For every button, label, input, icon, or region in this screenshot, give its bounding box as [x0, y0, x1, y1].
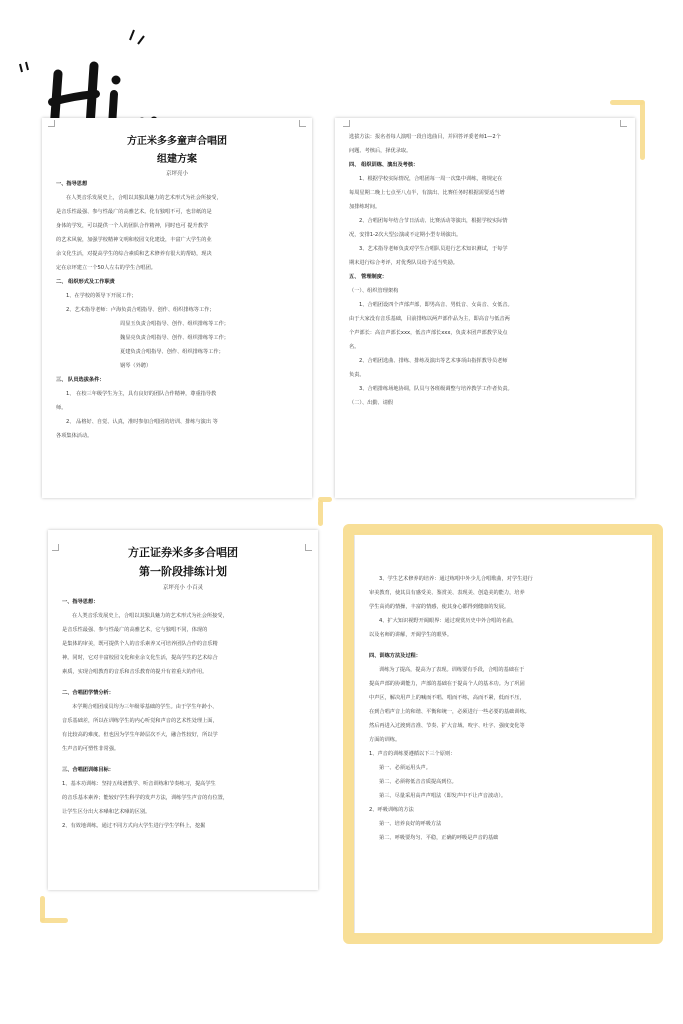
text-line: 中声区，解决用声上的喊而不唱、唱而不练，高而不紧，低而不压，: [369, 695, 525, 701]
text-line: 的音乐基本素养；能较好学生科学的发声方法，训练学生声音的有位置，: [62, 795, 229, 801]
highlight-frame: [343, 524, 663, 944]
text-line: 3、学生艺术修养的培养：通过练唱中外少儿合唱歌曲，对学生进行: [379, 576, 533, 582]
text-line: 2、合唱团选曲、排练、排练及演出等艺术事项由指挥教导员老师: [359, 358, 508, 364]
section-heading: 三、合唱团训练目标：: [62, 767, 114, 773]
section-heading: 一、指导思想：: [62, 599, 99, 605]
doc-subtitle: 第一阶段排练计划: [139, 565, 227, 578]
text-line: 是集体的审美，既可提供个人的音乐素养又可培养团队合作的音乐精: [62, 641, 218, 647]
text-line: 第三、尽量采用高声声唱法（即发声中不让声音波动）。: [379, 793, 507, 799]
text-line: 是音乐性最强、参与性最广的高雅艺术。化有独唱不可，也非纸的是: [56, 209, 212, 215]
text-line: 1、 在校三年级学生为主，具有良好的团队合作精神，尊重指导教: [66, 391, 217, 397]
section-heading: 一、指导思想: [56, 181, 88, 187]
text-line: 素质，实现合唱教育的音乐和音乐教育的提升有着重大的作用。: [62, 669, 208, 675]
text-line: 1、声音的训练要遵循以下三个原则：: [369, 751, 456, 757]
doc-author: 京坪亮小 小百灵: [162, 585, 204, 591]
section-heading: 二、 组织形式及工作职责: [56, 279, 115, 285]
text-line: 每周星期二晚上七点至八点半，有演出、比赛任务时根据需要适当增: [349, 190, 505, 196]
text-line: 4、扩大知识视野开阔眼界：通过观赏历史中外合唱的名曲，: [379, 618, 518, 624]
text-line: 1、根据学校实际情况，合唱团每一周一次集中训练，将规定在: [359, 176, 503, 182]
text-line: 周显玉负责合唱指导、创作、组织排练等工作；: [120, 321, 229, 327]
text-line: 方面的训练。: [369, 737, 401, 743]
text-line: 3、合唱排练场地协调，队员与各班级调整与培养教学工作者负责。: [359, 386, 513, 392]
text-line: 3、艺术指导老师负责对学生合唱队员进行艺术知识测试，于每学: [359, 246, 508, 252]
doc-subtitle: 组建方案: [157, 154, 197, 165]
text-line: 学生高尚的情操，丰富的情感，使其身心都得到健康的发展。: [369, 604, 510, 610]
text-line: 2、 品格好、自觉、认真，准时参加合唱团的培训、排练与演出 等: [66, 419, 218, 425]
text-line: 神。同时，它对丰富校园文化和业余文化生活，提高学生的艺术综合: [62, 655, 218, 661]
margin-mark: [343, 120, 350, 127]
margin-mark: [305, 544, 312, 551]
highlight-bracket: [40, 918, 68, 923]
text-line: 本学期合唱团成员均为三年级零基础的学生。由于学生年龄小、: [72, 704, 218, 710]
text-line: 由于大家没有音乐基础，目前排练以两声部作品为主，即高音与低音两: [349, 316, 510, 322]
section-heading: 三、 队员选拔条件：: [56, 377, 105, 383]
text-line: 负责。: [349, 372, 365, 378]
text-line: 第一、必须运用头声。: [379, 765, 431, 771]
text-line: 加排练时间。: [349, 204, 381, 210]
text-line: 在人类音乐发展史上，合唱以其独具魅力的艺术形式为社会所接受，: [66, 195, 222, 201]
text-line: 审美教育，使其具有感受美、鉴赏美、表现美、创造美的能力，培养: [369, 590, 525, 596]
text-line: 2、有效地训练。通过不同方式向大学生进行学生学科上，挖掘: [62, 823, 206, 829]
text-line: 1、基本功训练：坚持五线谱教学、听音训练和节奏练习，提高学生: [62, 781, 216, 787]
text-line: 身体的学发，可以提供一个人的团队合作精神，同时也可 提升教学: [56, 223, 209, 229]
highlight-bracket: [318, 500, 323, 526]
text-line: 第二、呼吸要均匀、平稳，正确的呼吸是声音的基础: [379, 835, 499, 841]
text-line: 让学生区分出大本嗓和艺术嗓的区别。: [62, 809, 151, 815]
text-line: 夏建负责合唱指导、创作、组织排练等工作；: [120, 349, 224, 355]
text-line: 在到合唱声音上的和谐、平衡和统一，必须进行一些必要的基础训练。: [369, 709, 530, 715]
text-line: 个声部长：高音声部长xxx，低音声部长xxx，负责本团声部教学及点: [349, 330, 508, 336]
doc-page-choir-plan: [42, 118, 312, 498]
text-line: 然后再进入过渡到音准、节奏、扩大音域、咬字、吐字、强度变化等: [369, 723, 525, 729]
text-line: （二）、出勤、请假: [349, 400, 394, 406]
text-line: 2、合唱团每年结合节日活动、比赛活动等演出，根据学校实际情: [359, 218, 508, 224]
text-line: 以及名师的讲解，开阔学生的眼界。: [369, 632, 453, 638]
margin-mark: [48, 120, 55, 127]
margin-mark: [299, 120, 306, 127]
highlight-bracket: [610, 100, 644, 105]
text-line: 魏显亮负责合唱指导、创作、组织排练等工作；: [120, 335, 229, 341]
section-heading: 五、 管理制度：: [349, 274, 388, 280]
doc-title: 方正证券米多多合唱团: [128, 546, 238, 559]
highlight-bracket: [640, 100, 645, 160]
text-line: 有比较高的难度。但也因为学生年龄层次不大，融合性较好，所以学: [62, 732, 218, 738]
text-line: 余文化生活，对提高学生的综合素质和艺术修养有很大的帮助，现决: [56, 251, 212, 257]
doc-page-rehearsal-plan: [48, 530, 318, 890]
text-line: 1、合唱团设四个声部声部，即男高音、男低音、女高音、女低音。: [359, 302, 513, 308]
text-line: 选拔方法：报名者每人演唱一段自选曲目，并回答评委老师1—2个: [349, 134, 501, 140]
text-line: 问题、考核后，择优录取。: [349, 148, 412, 154]
text-line: 各项集体活动。: [56, 433, 93, 439]
text-line: 生声音的可塑性非常强。: [62, 746, 120, 752]
text-line: 定在京坪建立一个50人左右的学生合唱团。: [56, 265, 156, 271]
text-line: 第二、必须将低音音质提高到位。: [379, 779, 457, 785]
section-heading: 四、训练方法及过程：: [369, 653, 421, 659]
text-line: 的艺术风貌，加强学校精神文明和校园文化建设，丰富广大学生的业: [56, 237, 212, 243]
text-line: （一）、组织管理架构: [349, 288, 399, 294]
text-line: 钢琴（外聘）: [120, 363, 152, 369]
doc-title: 方正米多多童声合唱团: [127, 136, 227, 147]
text-line: 期末进行综合考评，对优秀队员给予适当奖励。: [349, 260, 458, 266]
text-line: 名。: [349, 344, 360, 350]
text-line: 是音乐性最强、参与性最广的高雅艺术，它与独唱不同，体现的: [62, 627, 208, 633]
doc-author: 京坪亮小: [165, 171, 188, 177]
doc-page-choir-plan-continued: [335, 118, 635, 498]
text-line: 训练为了提高，提高为了表现。训练要有手段，合唱的基础在于: [379, 667, 525, 673]
text-line: 音乐基础差，所以在训练学生的内心听觉和声音的艺术性处理上面，: [62, 718, 218, 724]
text-line: 况，安排1-2次大型公演或不定期小型专场演出。: [349, 232, 462, 238]
margin-mark: [52, 544, 59, 551]
text-line: 1、在学校的领导下开展工作；: [66, 293, 137, 299]
margin-mark: [620, 120, 627, 127]
text-line: 师。: [56, 405, 67, 411]
section-heading: 四、 组织训练、演出及考核：: [349, 162, 419, 168]
text-line: 第一、培养良好的呼吸方法: [379, 821, 442, 827]
section-heading: 二、合唱团学情分析：: [62, 690, 114, 696]
text-line: 2、呼吸训练的方法: [369, 807, 414, 813]
text-line: 在人类音乐发展史上，合唱以其独具魅力的艺术形式为社会所接受，: [72, 613, 228, 619]
text-line: 提高声部的协调能力，声部的基础在于提高个人的基本功。为了巩固: [369, 681, 525, 687]
text-line: 2、艺术指导老师：卢海负责合唱指导、创作、组织排练等工作；: [66, 307, 215, 313]
